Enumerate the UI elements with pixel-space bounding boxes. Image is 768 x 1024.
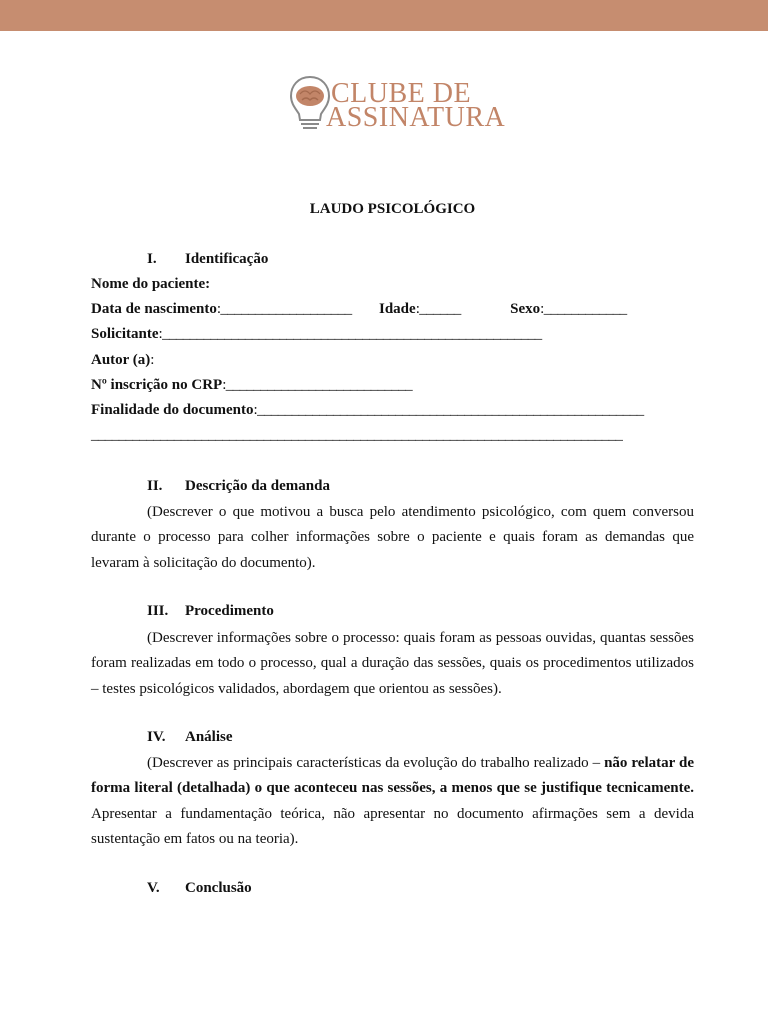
age-label: Idade bbox=[379, 301, 416, 317]
purpose-blank-line-2: _____________________________________________________________________________ bbox=[91, 427, 623, 443]
sex-label: Sexo bbox=[510, 301, 541, 317]
birth-age-sex-row bbox=[91, 301, 627, 318]
patient-name-field: Nome do paciente: bbox=[91, 276, 211, 292]
requester-field: Solicitante:_______________________________________________________ bbox=[91, 326, 542, 342]
birth-date-blank: :___________________ bbox=[216, 301, 352, 317]
section-heading-identification: I. Identificação bbox=[147, 251, 269, 267]
author-field: Autor (a): bbox=[91, 352, 155, 368]
purpose-field: Finalidade do documento:________________________________________________________ bbox=[91, 402, 644, 418]
section-heading-procedure: III. Procedimento bbox=[147, 603, 274, 619]
analysis-paragraph: (Descrever as principais características da evolução do trabalho realizado – não relatar de forma literal (detalhada) o que aconteceu nas sessões, a menos que se justifique tecnicamente. Apresentar a fundamentação teórica, não apresentar no documento afirmações sem a devida sustentação em fatos ou na teoria). bbox=[91, 755, 694, 847]
section-heading-demand: II. Descrição da demanda bbox=[147, 478, 330, 494]
demand-paragraph: (Descrever o que motivou a busca pelo atendimento psicológico, com quem conversou durante o processo para colher informações sobre o paciente e quais foram as demandas que levaram à solicitação do documento). bbox=[91, 504, 694, 571]
top-accent-bar bbox=[0, 0, 768, 31]
birth-date-label: Data de nascimento bbox=[91, 301, 217, 317]
section-heading-analysis: IV. Análise bbox=[147, 729, 233, 745]
crp-field: Nº inscrição no CRP:___________________________ bbox=[91, 377, 413, 393]
age-blank: :______ bbox=[415, 301, 461, 317]
sex-blank: :____________ bbox=[540, 301, 627, 317]
brand-line-2: ASSINATURA bbox=[326, 102, 506, 133]
brand-line-1: CLUBE DE bbox=[331, 78, 472, 109]
procedure-paragraph: (Descrever informações sobre o processo: quais foram as pessoas ouvidas, quantas sessões foram realizadas em todo o processo, qual a duração das sessões, quais os procedimentos utilizados – testes psicológicos validados, abordagem que orientou as sessões). bbox=[91, 630, 694, 697]
document-title: LAUDO PSICOLÓGICO bbox=[309, 201, 476, 217]
brand-logo bbox=[288, 74, 518, 136]
section-heading-conclusion: V. Conclusão bbox=[147, 880, 252, 896]
